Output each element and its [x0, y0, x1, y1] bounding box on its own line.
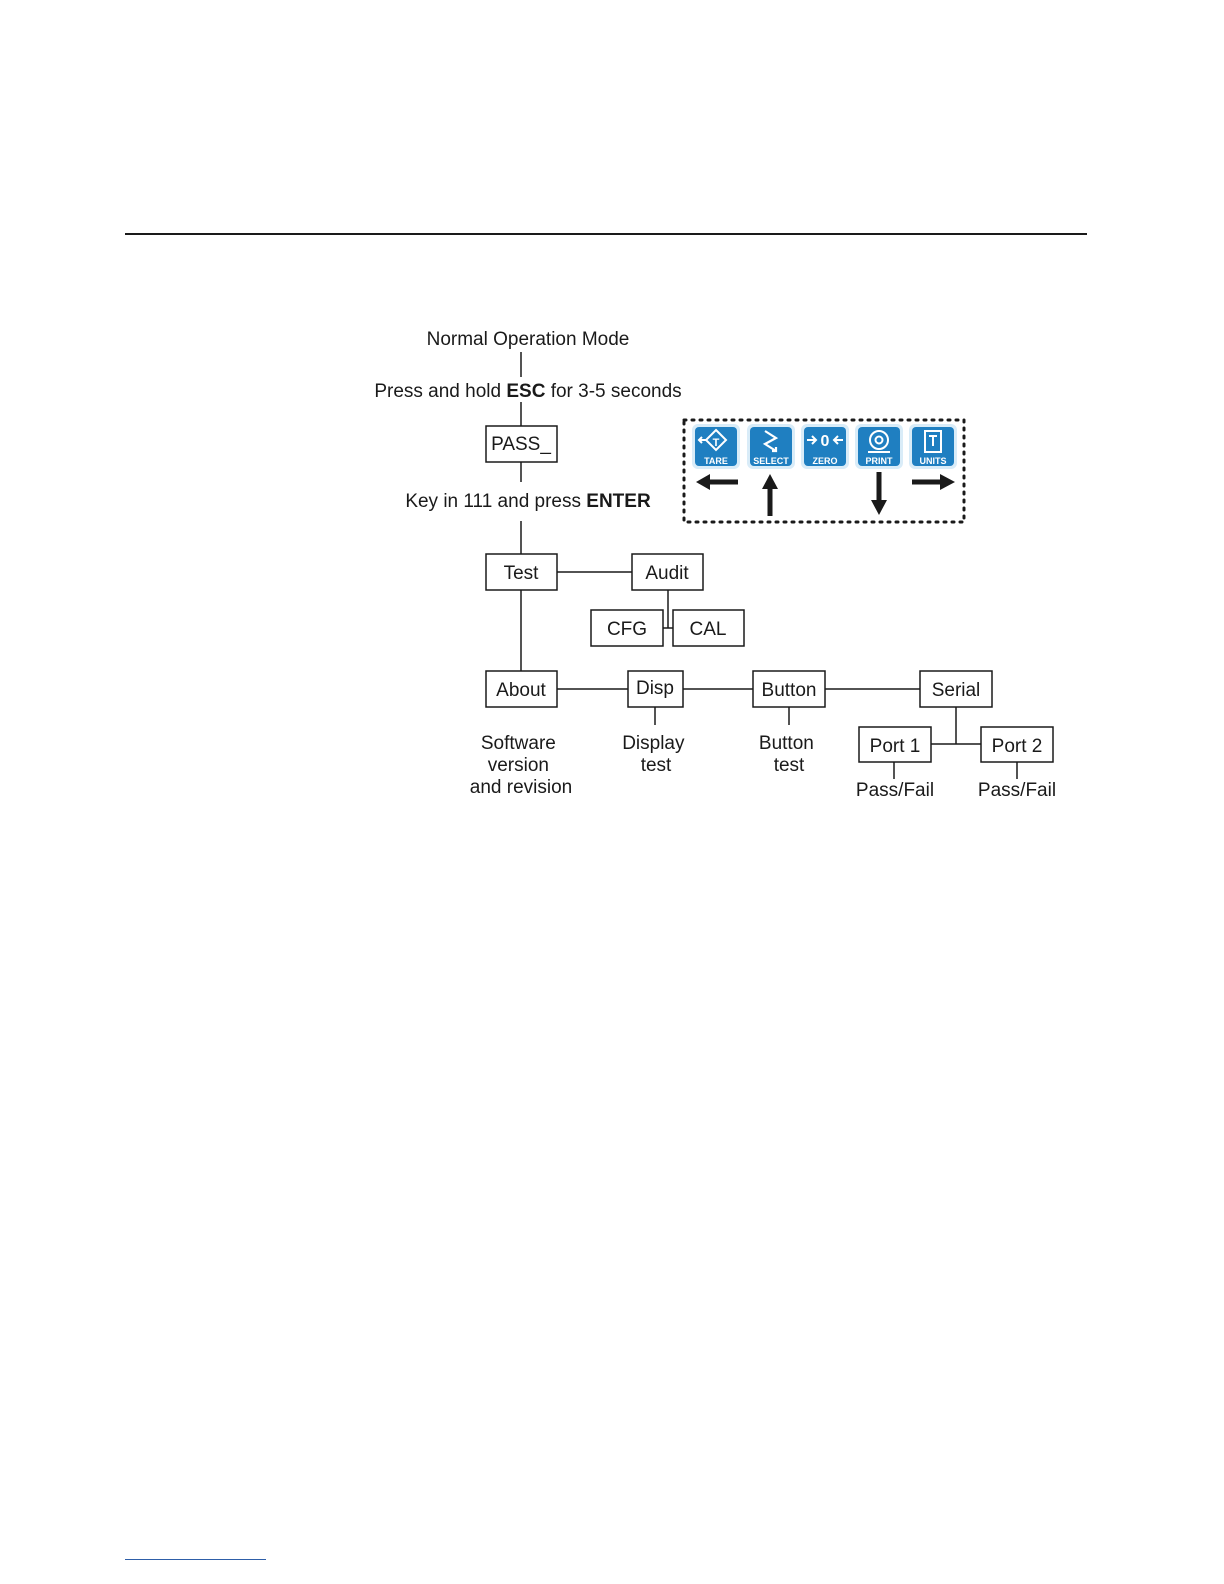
print-key-label: PRINT: [865, 456, 893, 466]
node-serial: [920, 671, 992, 707]
zero-key-label: ZERO: [812, 456, 838, 466]
enter-key-label: ENTER: [586, 491, 651, 512]
footnote-rule: [125, 1559, 266, 1560]
node-disp: [628, 671, 683, 707]
node-port-1-label: Port 1: [869, 736, 921, 757]
select-key-label: SELECT: [753, 456, 789, 466]
about-description-line: and revision: [469, 777, 573, 798]
step-enter-code: [405, 491, 651, 512]
node-test-label: Test: [503, 563, 539, 584]
port-1-description: Pass/Fail: [855, 780, 935, 801]
button-description: [759, 733, 819, 776]
esc-key-label: ESC: [506, 381, 546, 402]
pass-prompt-label: PASS_: [491, 434, 551, 455]
disp-description-line: Display: [622, 733, 685, 754]
step-hold-esc-prefix: Press and hold: [374, 381, 507, 402]
tare-glyph: T: [712, 437, 720, 449]
node-port-2: [981, 727, 1053, 762]
node-about: [486, 671, 557, 707]
zero-glyph: 0: [820, 433, 830, 450]
node-button: [753, 671, 825, 707]
connector-lines: [521, 352, 1017, 779]
keypad-navigation-inset: [684, 420, 964, 522]
button-description-line: test: [773, 755, 805, 776]
node-cal: [673, 610, 744, 646]
tare-key-label: TARE: [704, 456, 728, 466]
start-label: Normal Operation Mode: [426, 329, 630, 350]
print-key: [855, 424, 903, 469]
node-button-label: Button: [761, 680, 817, 701]
pass-prompt-box: [486, 426, 557, 462]
node-port-1: [859, 727, 931, 762]
node-cfg-label: CFG: [606, 619, 648, 640]
tare-key: [692, 424, 740, 469]
node-audit-label: Audit: [645, 563, 689, 584]
port-2-description: Pass/Fail: [977, 780, 1057, 801]
about-description-line: Software: [480, 733, 556, 754]
step-hold-esc: [374, 381, 681, 402]
node-cfg: [591, 610, 663, 646]
down-arrow-icon: [871, 472, 887, 515]
right-arrow-icon: [912, 474, 955, 490]
node-serial-label: Serial: [931, 680, 981, 701]
zero-key: [801, 424, 849, 469]
up-arrow-icon: [762, 474, 778, 516]
disp-description-line: test: [640, 755, 672, 776]
units-key-label: UNITS: [919, 456, 947, 466]
disp-description: [622, 733, 690, 776]
select-key: [747, 424, 795, 469]
units-key: [909, 424, 957, 469]
node-about-label: About: [496, 680, 546, 701]
node-port-2-label: Port 2: [991, 736, 1043, 757]
left-arrow-icon: [696, 474, 738, 490]
node-cal-label: CAL: [689, 619, 727, 640]
about-description: [470, 733, 572, 798]
button-description-line: Button: [758, 733, 814, 754]
node-test: [486, 554, 557, 590]
node-audit: [632, 554, 703, 590]
about-description-line: version: [487, 755, 549, 776]
step-enter-code-prefix: Key in 111 and press: [405, 491, 587, 512]
node-disp-label: Disp: [635, 678, 675, 699]
step-hold-esc-suffix: for 3-5 seconds: [545, 381, 682, 402]
